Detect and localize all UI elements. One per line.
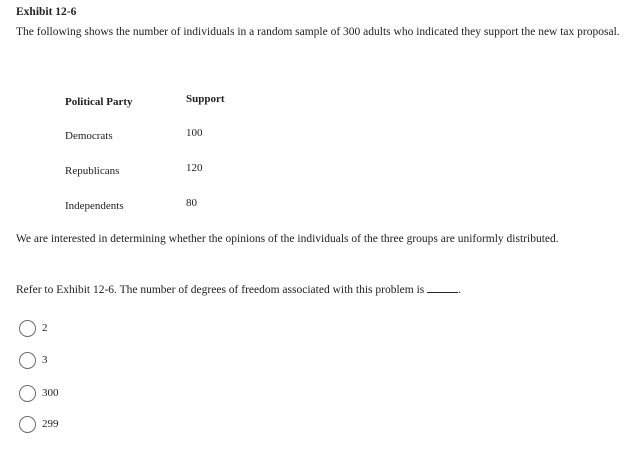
table-cell-support: 120 bbox=[186, 162, 203, 174]
question-period: . bbox=[458, 284, 462, 296]
choice-label: 299 bbox=[42, 418, 59, 430]
radio-button-icon[interactable] bbox=[19, 320, 36, 337]
exhibit-intro: The following shows the number of individuals in a random sample of 300 adults who indicated they support the new tax proposal. bbox=[16, 26, 620, 38]
radio-button-icon[interactable] bbox=[19, 385, 36, 402]
answer-choice-1[interactable] bbox=[19, 318, 48, 338]
question-text bbox=[16, 283, 461, 296]
column-header-support: Support bbox=[186, 93, 225, 105]
problem-statement: We are interested in determining whether the opinions of the individuals of the three groups are uniformly distributed. bbox=[16, 233, 559, 245]
table-cell-support: 80 bbox=[186, 197, 197, 209]
choice-label: 3 bbox=[42, 354, 48, 366]
answer-choice-4[interactable] bbox=[19, 414, 59, 434]
answer-blank bbox=[427, 283, 458, 293]
question-prompt: Refer to Exhibit 12-6. The number of degrees of freedom associated with this problem is bbox=[16, 284, 425, 296]
answer-choice-3[interactable] bbox=[19, 383, 59, 403]
answer-choice-2[interactable] bbox=[19, 350, 48, 370]
table-cell-party: Independents bbox=[65, 200, 124, 212]
table-cell-party: Republicans bbox=[65, 165, 120, 177]
choice-label: 300 bbox=[42, 387, 59, 399]
exhibit-title: Exhibit 12-6 bbox=[16, 6, 77, 18]
radio-button-icon[interactable] bbox=[19, 352, 36, 369]
table-cell-party: Democrats bbox=[65, 130, 113, 142]
radio-button-icon[interactable] bbox=[19, 416, 36, 433]
column-header-political-party: Political Party bbox=[65, 96, 133, 108]
table-cell-support: 100 bbox=[186, 127, 203, 139]
choice-label: 2 bbox=[42, 322, 48, 334]
